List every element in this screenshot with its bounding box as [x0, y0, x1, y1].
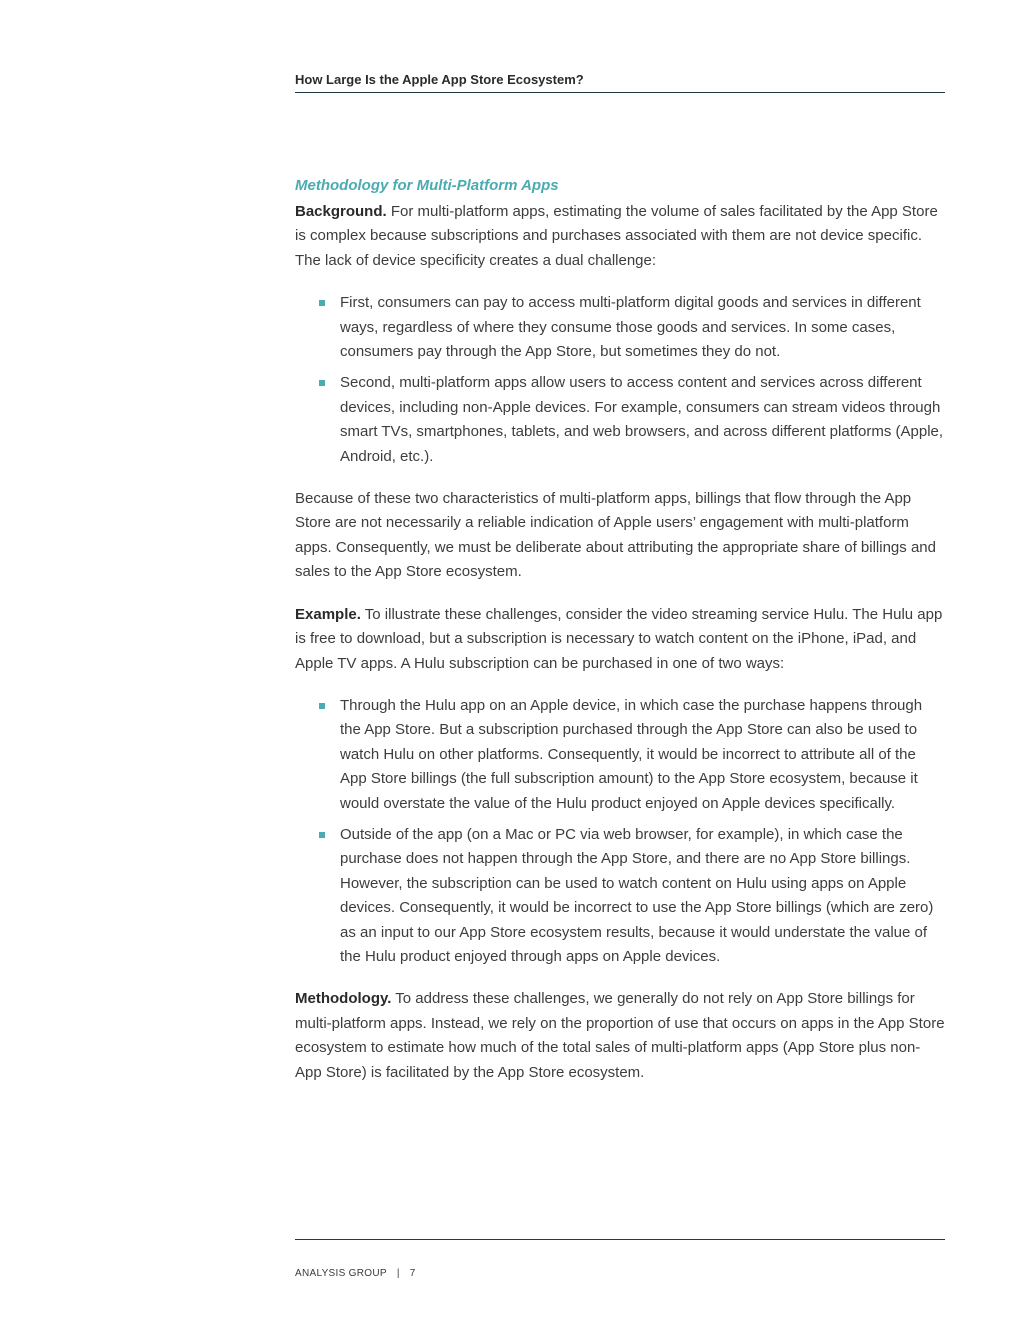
background-bullet-list [295, 291, 945, 469]
example-lead: Example. [295, 605, 361, 623]
methodology-paragraph [295, 987, 945, 1085]
square-bullet-icon [319, 380, 325, 386]
example-bullet-list [295, 694, 945, 969]
square-bullet-icon [319, 300, 325, 306]
square-bullet-icon [319, 703, 325, 709]
page-number: 7 [409, 1268, 416, 1279]
list-item-text: Through the Hulu app on an Apple device, in which case the purchase happens through the App Store. But a subscription purchased through the App Store can also be used to watch Hulu on other platforms. Consequently, it would be incorrect to attribute all of the App Store billings (the full subscription amount) to the App Store ecosystem, because it would overstate the value of the Hulu product enjoyed on Apple devices specifically. [340, 696, 923, 812]
list-item [340, 291, 945, 364]
background-lead: Background. [295, 203, 387, 220]
list-item-text: Outside of the app (on a Mac or PC via web browser, for example), in which case the purchase does not happen through the App Store, and there are no App Store billings. However, the subscription can be used to watch content on Hulu using apps on Apple devices. Consequently, it would be incorrect to use the App Store billings (which are zero) as an input to our App Store ecosystem results, because it would understate the value of the Hulu product enjoyed through apps on Apple devices. [340, 825, 934, 965]
square-bullet-icon [319, 832, 325, 838]
example-text: To illustrate these challenges, consider the video streaming service Hulu. The Hulu app is free to download, but a subscription is necessary to watch content on the iPhone, iPad, and Apple TV apps. A Hulu subscription can be purchased in one of two ways: [295, 605, 943, 672]
example-paragraph [295, 603, 945, 676]
list-item-text: Second, multi-platform apps allow users to access content and services across different devices, including non-Apple devices. For example, consumers can stream videos through smart TVs, smartphones, tablets, and web browsers, and across different platforms (Apple, Android, etc.). [340, 374, 944, 465]
footer-rule [295, 1239, 945, 1240]
background-paragraph [295, 200, 945, 273]
running-header: How Large Is the Apple App Store Ecosystem? [295, 72, 945, 93]
list-item [340, 371, 945, 469]
background-text: For multi-platform apps, estimating the volume of sales facilitated by the App Store is complex because subscriptions and purchases associated with them are not device specific. The lack of device specificity creates a dual challenge: [295, 203, 938, 269]
footer [295, 1268, 416, 1279]
footer-separator: | [396, 1268, 400, 1279]
because-paragraph: Because of these two characteristics of multi-platform apps, billings that flow through the App Store are not necessarily a reliable indication of Apple users’ engagement with multi-platform apps. Consequently, we must be deliberate about attributing the appropriate share of billings and sales to the App Store ecosystem. [295, 490, 936, 581]
list-item-text: First, consumers can pay to access multi-platform digital goods and services in different ways, regardless of where they consume those goods and services. In some cases, consumers pay through the App Store, but sometimes they do not. [340, 294, 921, 361]
section-heading: Methodology for Multi-Platform Apps [295, 177, 559, 194]
page-content [295, 174, 945, 1103]
list-item [340, 823, 945, 969]
methodology-text: To address these challenges, we generally do not rely on App Store billings for multi-platform apps. Instead, we rely on the proportion of use that occurs on apps in the App Store ecosystem to estimate how much of the total sales of multi-platform apps (App Store plus non-App Store) is facilitated by the App Store ecosystem. [295, 990, 945, 1081]
footer-org: ANALYSIS GROUP [295, 1268, 387, 1279]
methodology-lead: Methodology. [295, 990, 392, 1008]
list-item [340, 694, 945, 816]
